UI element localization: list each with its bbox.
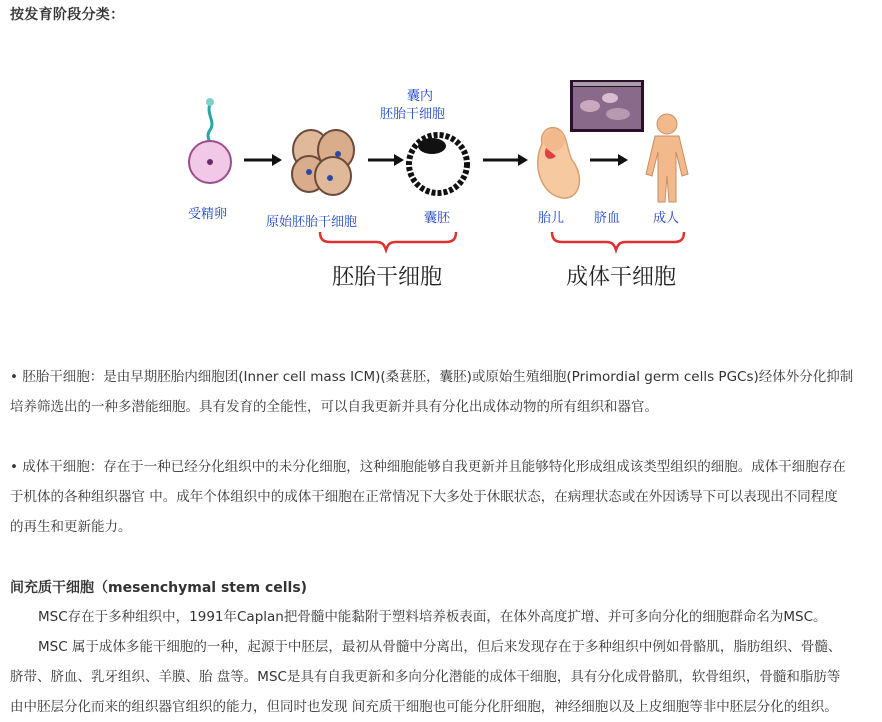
label-icm-bottom: 胚胎干细胞 [380, 107, 446, 122]
cord-blood-photo [570, 80, 644, 132]
paragraph-line: 于机体的各种组织器官 中。成年个体组织中的成体干细胞在正常情况下大多处于休眠状态，在病理状态或在外因诱导下可以表现出不同程度 [10, 489, 838, 505]
msc-section-title: 间充质干细胞（mesenchymal stem cells) [10, 580, 308, 596]
label-adult: 成人 [653, 211, 680, 226]
paragraph-line: MSC 属于成体多能干细胞的一种，起源于中胚层，最初从骨髓中分离出，但后来发现存在于多种组织中例如骨骼肌，脂肪组织、骨髓、 [38, 639, 842, 655]
morula-icon [292, 130, 354, 195]
paragraph-line: 的再生和更新能力。 [10, 519, 132, 535]
section-heading: 按发育阶段分类： [10, 7, 125, 23]
paragraph-line: 由中胚层分化而来的组织器官组织的能力，但同时也发现 间充质干细胞也可能分化肝细胞，神经细胞以及上皮细胞等非中胚层分化的组织。 [10, 699, 838, 715]
brace-embryonic [320, 232, 456, 250]
paragraph-line: • 胚胎干细胞：是由早期胚胎内细胞团(Inner cell mass ICM)(桑葚胚，囊胚)或原始生殖细胞(Primordial germ cells PGCs)经体外分化抑制 [10, 369, 854, 385]
diagram-svg [170, 74, 730, 310]
msc-paragraph [10, 602, 876, 722]
adult-icon [646, 114, 688, 202]
label-fetus: 胎儿 [538, 211, 565, 226]
paragraph-line: 脐带、脐血、乳牙组织、羊膜、胎 盘等。MSC是具有自我更新和多向分化潜能的成体干细胞，具有分化成骨骼肌，软骨组织，骨髓和脂肪等 [10, 669, 841, 685]
label-blastocyst: 囊胚 [424, 211, 451, 226]
adult-stem-cell-paragraph [10, 452, 876, 542]
fetus-icon [538, 128, 580, 198]
stem-cell-development-diagram [170, 74, 730, 310]
embryonic-stem-cell-paragraph [10, 362, 876, 422]
blastocyst-icon [409, 135, 467, 193]
paragraph-line: 培养筛选出的一种多潜能细胞。具有发育的全能性，可以自我更新并具有分化出成体动物的所有组织和器官。 [10, 399, 658, 415]
paragraph-line: • 成体干细胞：存在于一种已经分化组织中的未分化细胞，这种细胞能够自我更新并且能够特化形成组成该类型组织的细胞。成体干细胞存在 [10, 459, 846, 475]
label-primordial-esc: 原始胚胎干细胞 [266, 215, 358, 230]
label-icm-top: 囊内 [407, 89, 434, 104]
label-cord-blood: 脐血 [594, 211, 621, 226]
label-adult-stem-cells: 成体干细胞 [566, 265, 677, 290]
label-fertilized-egg: 受精卵 [188, 207, 228, 222]
sperm-head [206, 98, 214, 106]
label-embryonic-stem-cells: 胚胎干细胞 [332, 265, 443, 290]
brace-adult [552, 232, 684, 250]
paragraph-line: MSC存在于多种组织中，1991年Caplan把骨髓中能黏附于塑料培养板表面，在体外高度扩增、并可多向分化的细胞群命名为MSC。 [38, 609, 827, 625]
